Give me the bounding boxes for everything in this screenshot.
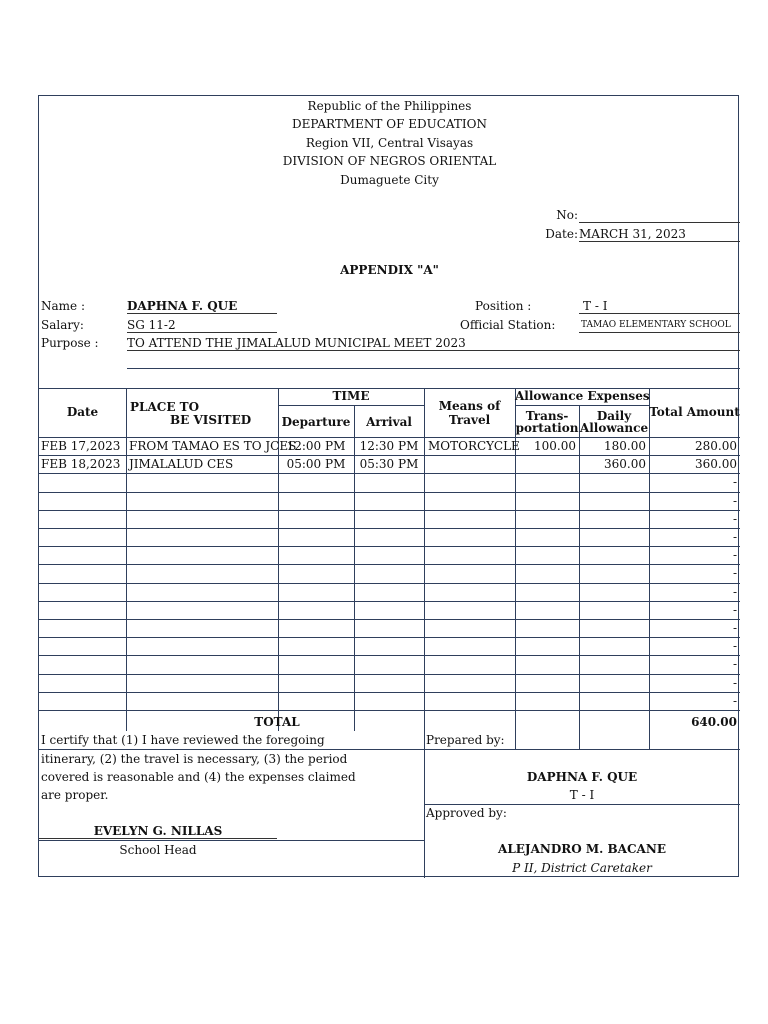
th-trans-line1: Trans- — [525, 409, 569, 423]
table-cell-total: - — [732, 584, 737, 599]
th-date: Date — [66, 405, 99, 419]
table-cell-daily: 360.00 — [604, 457, 646, 472]
purpose-extra-line — [127, 368, 740, 369]
table-cell-date: FEB 17,2023 — [41, 439, 121, 453]
date-label: Date: — [545, 227, 578, 241]
table-cell-place: FROM TAMAO ES TO JCES — [129, 439, 297, 453]
travel-itinerary-form — [38, 95, 739, 877]
table-row-border — [39, 455, 740, 456]
cert-line-4: are proper. — [41, 788, 109, 802]
prepared-divider — [424, 804, 740, 805]
table-cell-total: - — [732, 511, 737, 526]
school-head-name: EVELYN G. NILLAS — [39, 824, 277, 839]
header-department: DEPARTMENT OF EDUCATION — [292, 117, 487, 131]
table-cell-date: FEB 18,2023 — [41, 457, 121, 472]
table-cell-departure: 05:00 PM — [286, 457, 346, 472]
table-row-border — [39, 528, 740, 529]
col-divider-arrival — [424, 388, 425, 731]
table-cell-total: - — [732, 657, 737, 672]
position-value: T - I — [579, 299, 740, 314]
th-departure: Departure — [281, 415, 351, 429]
total-bottom-border — [39, 749, 740, 750]
table-cell-daily: 180.00 — [604, 439, 646, 453]
th-daily-line1: Daily — [596, 409, 632, 423]
th-place-line1: PLACE TO — [130, 400, 200, 414]
prepared-title: T - I — [569, 788, 595, 802]
th-daily-line2: Allowance — [579, 421, 649, 435]
table-cell-total: - — [732, 675, 737, 690]
salary-label: Salary: — [41, 318, 84, 332]
name-label: Name : — [41, 299, 85, 313]
table-row-border — [39, 492, 740, 493]
station-label: Official Station: — [460, 318, 556, 332]
th-means-line2: Travel — [448, 413, 491, 427]
table-cell-total: - — [732, 639, 737, 654]
allowance-subheader-line — [515, 405, 649, 406]
cert-line-3: covered is reasonable and (4) the expenses claimed — [41, 770, 356, 784]
table-cell-total: - — [732, 475, 737, 490]
table-cell-total: - — [732, 621, 737, 635]
name-value: DAPHNA F. QUE — [127, 299, 277, 314]
table-row-border — [39, 510, 740, 511]
table-row-border — [39, 619, 740, 620]
header-republic: Republic of the Philippines — [307, 99, 472, 113]
table-cell-total: 280.00 — [695, 439, 737, 453]
table-cell-transportation: 100.00 — [534, 439, 576, 453]
table-row-border — [39, 546, 740, 547]
table-cell-arrival: 12:30 PM — [359, 439, 419, 453]
table-cell-total: - — [732, 566, 737, 581]
table-row-border — [39, 710, 740, 711]
th-allowance: Allowance Expenses — [515, 389, 650, 403]
table-row-border — [39, 655, 740, 656]
table-row-border — [39, 674, 740, 675]
table-cell-departure: 12:00 PM — [286, 439, 346, 453]
table-cell-total: - — [732, 693, 737, 708]
th-trans-line2: portation — [515, 421, 579, 435]
header-region: Region VII, Central Visayas — [305, 136, 474, 150]
th-time: TIME — [332, 389, 370, 403]
prepared-label: Prepared by: — [426, 733, 505, 747]
table-cell-total: 360.00 — [695, 457, 737, 472]
th-place-line2: BE VISITED — [170, 413, 252, 427]
cert-line-1: I certify that (1) I have reviewed the foregoing — [41, 733, 325, 747]
total-value: 640.00 — [691, 715, 737, 729]
time-subheader-line — [278, 405, 424, 406]
no-label: No: — [556, 208, 578, 222]
table-row-border — [39, 637, 740, 638]
position-label: Position : — [475, 299, 532, 313]
table-row-border — [39, 473, 740, 474]
th-total: Total Amount — [649, 405, 740, 419]
appendix-title: APPENDIX "A" — [340, 263, 439, 277]
th-arrival: Arrival — [366, 415, 412, 429]
purpose-value: TO ATTEND THE JIMALALUD MUNICIPAL MEET 2023 — [127, 336, 740, 351]
th-means-line1: Means of — [438, 399, 501, 413]
salary-value: SG 11-2 — [127, 318, 277, 333]
header-bottom-border — [39, 437, 740, 438]
approved-name: ALEJANDRO M. BACANE — [498, 842, 666, 856]
table-cell-total: - — [732, 602, 737, 617]
table-row-border — [39, 601, 740, 602]
table-row-border — [39, 564, 740, 565]
header-city: Dumaguete City — [340, 173, 439, 187]
table-cell-total: - — [732, 548, 737, 563]
total-label: TOTAL — [254, 715, 300, 729]
no-field — [579, 208, 740, 223]
table-cell-total: - — [732, 493, 737, 508]
col-divider-date — [126, 388, 127, 731]
head-divider — [39, 840, 424, 841]
table-cell-total: - — [732, 530, 737, 544]
approved-label: Approved by: — [426, 806, 507, 820]
table-row-border — [39, 583, 740, 584]
prepared-name: DAPHNA F. QUE — [526, 770, 638, 784]
header-division: DIVISION OF NEGROS ORIENTAL — [282, 154, 497, 168]
purpose-label: Purpose : — [41, 336, 99, 350]
col-divider-departure — [354, 405, 355, 731]
table-cell-place: JIMALALUD CES — [129, 457, 234, 472]
table-cell-means: MOTORCYCLE — [428, 439, 520, 453]
cert-line-2: itinerary, (2) the travel is necessary, (3) the period — [41, 752, 348, 766]
table-cell-arrival: 05:30 PM — [359, 457, 419, 472]
date-field: MARCH 31, 2023 — [579, 227, 740, 242]
school-head-title: School Head — [119, 843, 197, 857]
table-row-border — [39, 692, 740, 693]
station-value: TAMAO ELEMENTARY SCHOOL — [579, 318, 740, 333]
approved-title: P II, District Caretaker — [512, 861, 652, 875]
